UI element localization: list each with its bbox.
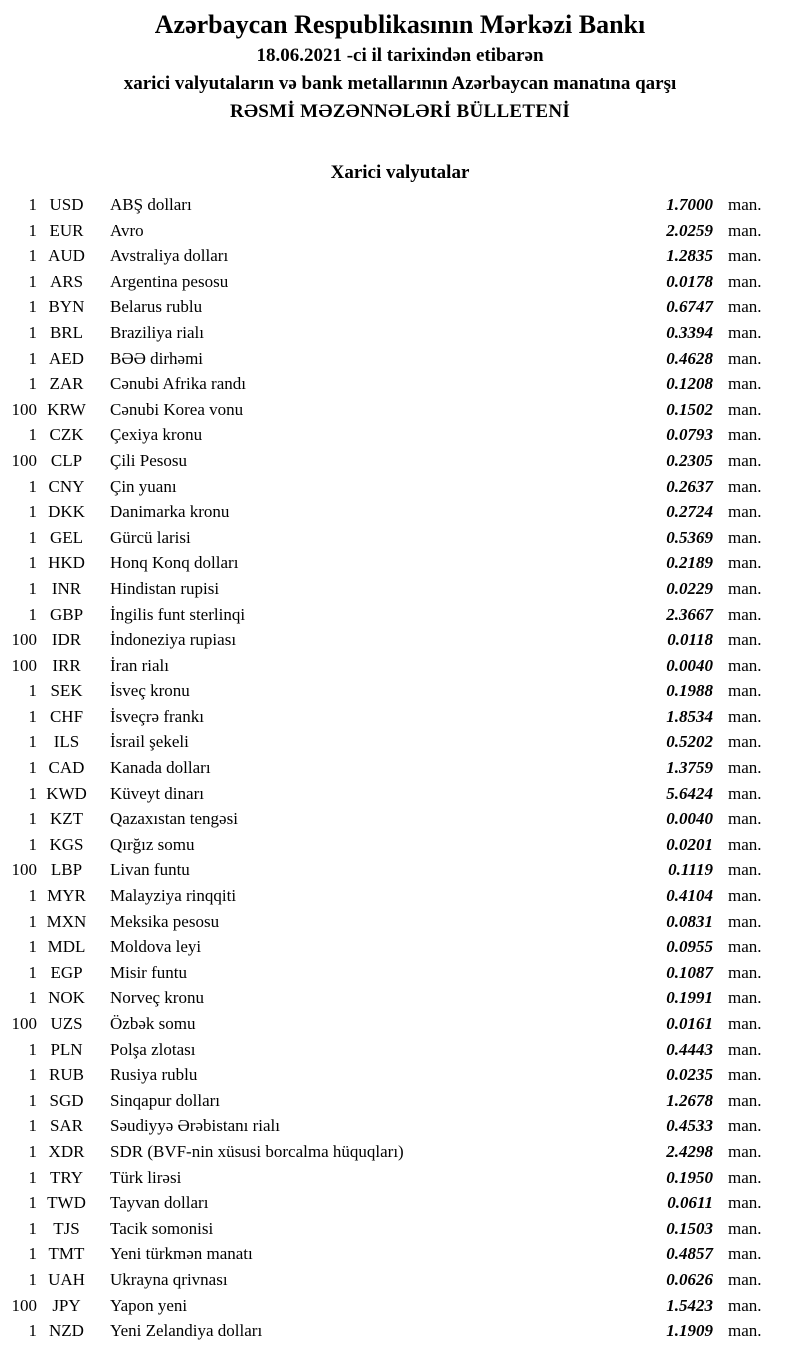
currency-rate: 0.0831 <box>666 911 713 931</box>
currency-quantity: 1 <box>28 604 37 624</box>
table-row <box>0 550 800 576</box>
currency-quantity: 1 <box>28 425 37 445</box>
currency-rate: 0.0235 <box>666 1065 713 1085</box>
currency-quantity: 1 <box>28 476 37 496</box>
currency-name: Moldova leyi <box>110 937 202 957</box>
currency-code: JPY <box>52 1295 81 1315</box>
table-row <box>0 1088 800 1114</box>
currency-rate: 0.4104 <box>666 886 713 906</box>
currency-code: XDR <box>48 1141 85 1161</box>
currency-name: Misir funtu <box>110 962 187 982</box>
currency-name: Polşa zlotası <box>110 1039 196 1059</box>
currency-unit: man. <box>728 1244 762 1264</box>
currency-unit: man. <box>728 988 762 1008</box>
currency-quantity: 1 <box>28 1193 37 1213</box>
currency-unit: man. <box>728 374 762 394</box>
currency-unit: man. <box>728 502 762 522</box>
currency-unit: man. <box>728 527 762 547</box>
currency-name: Sinqapur dolları <box>110 1090 221 1110</box>
currency-unit: man. <box>728 655 762 675</box>
table-row <box>0 960 800 986</box>
currency-rate: 0.1087 <box>666 962 713 982</box>
currency-code: MYR <box>47 886 86 906</box>
currency-unit: man. <box>728 271 762 291</box>
table-row <box>0 1293 800 1319</box>
table-row <box>0 320 800 346</box>
table-row <box>0 678 800 704</box>
currency-name: Cənubi Korea vonu <box>110 399 244 419</box>
currency-unit: man. <box>728 783 762 803</box>
currency-quantity: 1 <box>28 886 37 906</box>
currency-code: EUR <box>49 220 84 240</box>
currency-rate: 1.3759 <box>666 758 713 778</box>
currency-name: Meksika pesosu <box>110 911 220 931</box>
currency-quantity: 1 <box>28 809 37 829</box>
currency-unit: man. <box>728 476 762 496</box>
currency-quantity: 1 <box>28 502 37 522</box>
currency-unit: man. <box>728 937 762 957</box>
currency-code: GBP <box>49 604 84 624</box>
currency-unit: man. <box>728 1014 762 1033</box>
currency-quantity: 1 <box>28 1269 37 1289</box>
currency-quantity: 1 <box>28 348 37 368</box>
table-row <box>0 269 800 295</box>
currency-code: KWD <box>46 783 87 803</box>
currency-code: CNY <box>48 476 85 496</box>
currency-code: CAD <box>48 758 85 778</box>
currency-unit: man. <box>728 450 762 470</box>
table-row <box>0 627 800 653</box>
currency-code: CZK <box>49 425 84 445</box>
currency-rate: 0.1950 <box>666 1167 713 1187</box>
currency-code: TJS <box>53 1218 80 1238</box>
currency-name: Norveç kronu <box>110 988 204 1008</box>
currency-name: İsveç kronu <box>110 681 190 701</box>
table-row <box>0 397 800 423</box>
currency-name: Özbək somu <box>110 1014 196 1033</box>
table-row <box>0 1037 800 1063</box>
currency-name: BƏƏ dirhəmi <box>110 348 204 368</box>
currency-code: KZT <box>49 809 84 829</box>
table-row <box>0 755 800 781</box>
currency-name: İngilis funt sterlinqi <box>110 604 246 624</box>
currency-rate: 0.5369 <box>666 527 713 547</box>
currency-name: SDR (BVF-nin xüsusi borcalma hüquqları) <box>110 1141 404 1161</box>
currency-code: CLP <box>50 450 83 470</box>
currency-code: LBP <box>50 860 83 880</box>
table-row <box>0 602 800 628</box>
currency-name: Yeni türkmən manatı <box>110 1244 253 1264</box>
currency-name: Braziliya rialı <box>110 322 204 342</box>
table-row <box>0 1216 800 1242</box>
currency-rate: 2.4298 <box>666 1141 713 1161</box>
table-row <box>0 499 800 525</box>
currency-code: TRY <box>49 1167 84 1187</box>
currency-name: Tayvan dolları <box>110 1193 209 1213</box>
currency-rate: 0.1988 <box>666 681 713 701</box>
currency-code: DKK <box>48 502 85 522</box>
currency-unit: man. <box>728 1321 762 1341</box>
currency-code: UZS <box>50 1014 83 1033</box>
currency-quantity: 1 <box>28 527 37 547</box>
currency-code: TWD <box>47 1193 86 1213</box>
currency-name: Qırğız somu <box>110 834 195 854</box>
table-row <box>0 653 800 679</box>
currency-name: Qazaxıstan tengəsi <box>110 809 238 829</box>
currency-quantity: 100 <box>11 655 37 675</box>
currency-quantity: 1 <box>28 271 37 291</box>
currency-unit: man. <box>728 1116 762 1136</box>
currency-quantity: 100 <box>11 630 37 650</box>
table-row <box>0 1062 800 1088</box>
currency-code: MDL <box>47 937 86 957</box>
currency-quantity: 1 <box>28 553 37 573</box>
currency-name: Səudiyyə Ərəbistanı rialı <box>110 1116 280 1136</box>
currency-rate: 1.2835 <box>666 246 713 266</box>
table-row <box>0 448 800 474</box>
currency-rate: 0.1119 <box>668 860 713 880</box>
currency-code: RUB <box>49 1065 84 1085</box>
document-subtitle: xarici valyutaların və bank metallarının Azərbaycan manatına qarşı <box>123 73 677 94</box>
currency-unit: man. <box>728 604 762 624</box>
currency-quantity: 1 <box>28 1218 37 1238</box>
currency-unit: man. <box>728 348 762 368</box>
currency-name: Honq Konq dolları <box>110 553 239 573</box>
currency-rate: 0.2724 <box>666 502 713 522</box>
table-row <box>0 218 800 244</box>
currency-quantity: 1 <box>28 1116 37 1136</box>
currency-unit: man. <box>728 732 762 752</box>
currency-name: Kanada dolları <box>110 758 211 778</box>
currency-code: NOK <box>48 988 85 1008</box>
currency-rate: 1.5423 <box>666 1295 713 1315</box>
currency-code: ILS <box>53 732 80 752</box>
table-row <box>0 243 800 269</box>
table-row <box>0 525 800 551</box>
currency-rate: 0.4857 <box>666 1244 713 1264</box>
currency-name: Danimarka kronu <box>110 502 230 522</box>
currency-unit: man. <box>728 1141 762 1161</box>
currency-table <box>0 192 800 1344</box>
currency-unit: man. <box>728 1193 762 1213</box>
table-row <box>0 1267 800 1293</box>
currency-unit: man. <box>728 860 762 880</box>
currency-quantity: 100 <box>11 450 37 470</box>
currency-name: Livan funtu <box>110 860 190 880</box>
currency-rate: 1.2678 <box>666 1090 713 1110</box>
bulletin-title: RƏSMİ MƏZƏNNƏLƏRİ BÜLLETENİ <box>229 101 571 122</box>
currency-code: USD <box>49 195 84 214</box>
currency-quantity: 1 <box>28 195 37 214</box>
table-row <box>0 1318 800 1344</box>
currency-unit: man. <box>728 425 762 445</box>
currency-rate: 0.2637 <box>666 476 713 496</box>
currency-name: Yapon yeni <box>110 1295 188 1315</box>
currency-code: KGS <box>49 834 84 854</box>
currency-rate: 0.0178 <box>666 271 713 291</box>
currency-code: BYN <box>48 297 85 317</box>
currency-quantity: 1 <box>28 911 37 931</box>
currency-quantity: 1 <box>28 1065 37 1085</box>
currency-name: Avro <box>110 220 144 240</box>
table-row <box>0 1113 800 1139</box>
currency-unit: man. <box>728 706 762 726</box>
currency-quantity: 1 <box>28 758 37 778</box>
currency-unit: man. <box>728 553 762 573</box>
currency-unit: man. <box>728 1039 762 1059</box>
currency-quantity: 1 <box>28 322 37 342</box>
table-row <box>0 422 800 448</box>
currency-unit: man. <box>728 195 762 214</box>
currency-quantity: 1 <box>28 834 37 854</box>
currency-unit: man. <box>728 399 762 419</box>
currency-name: İsveçrə frankı <box>110 706 204 726</box>
currency-unit: man. <box>728 578 762 598</box>
currency-unit: man. <box>728 1269 762 1289</box>
currency-rate: 0.1991 <box>666 988 713 1008</box>
currency-unit: man. <box>728 1065 762 1085</box>
currency-rate: 0.3394 <box>666 322 713 342</box>
currency-rate: 1.1909 <box>666 1321 713 1341</box>
currency-name: Hindistan rupisi <box>110 578 220 598</box>
currency-quantity: 1 <box>28 732 37 752</box>
table-row <box>0 857 800 883</box>
table-row <box>0 806 800 832</box>
currency-code: INR <box>51 578 82 598</box>
currency-quantity: 1 <box>28 681 37 701</box>
currency-rate: 0.0955 <box>666 937 713 957</box>
currency-code: AED <box>49 348 84 368</box>
table-row <box>0 192 800 218</box>
currency-name: İsrail şekeli <box>110 732 189 752</box>
currency-rate: 0.0793 <box>666 425 713 445</box>
table-row <box>0 934 800 960</box>
currency-quantity: 1 <box>28 246 37 266</box>
currency-code: SGD <box>49 1090 84 1110</box>
currency-unit: man. <box>728 322 762 342</box>
currency-rate: 0.0626 <box>666 1269 713 1289</box>
currency-rate: 0.4443 <box>666 1039 713 1059</box>
currency-name: İran rialı <box>110 655 169 675</box>
currency-quantity: 1 <box>28 1244 37 1264</box>
currency-quantity: 100 <box>11 1295 37 1315</box>
currency-rate: 0.1503 <box>666 1218 713 1238</box>
currency-rate: 0.0611 <box>667 1193 713 1213</box>
currency-unit: man. <box>728 1090 762 1110</box>
currency-code: ARS <box>49 271 84 291</box>
currency-unit: man. <box>728 246 762 266</box>
table-row <box>0 1011 800 1037</box>
currency-rate: 0.6747 <box>666 297 713 317</box>
currency-rate: 2.3667 <box>666 604 713 624</box>
currency-name: Argentina pesosu <box>110 271 229 291</box>
currency-name: Yeni Zelandiya dolları <box>110 1321 263 1341</box>
currency-name: Türk lirəsi <box>110 1167 182 1187</box>
table-row <box>0 781 800 807</box>
currency-rate: 1.7000 <box>666 195 713 214</box>
currency-rate: 0.4533 <box>666 1116 713 1136</box>
currency-name: Çili Pesosu <box>110 450 187 470</box>
currency-code: AUD <box>48 246 85 266</box>
currency-quantity: 1 <box>28 1167 37 1187</box>
currency-name: İndoneziya rupiası <box>110 630 237 650</box>
currency-quantity: 1 <box>28 988 37 1008</box>
currency-rate: 0.5202 <box>666 732 713 752</box>
currency-name: Belarus rublu <box>110 297 203 317</box>
table-row <box>0 832 800 858</box>
currency-code: NZD <box>49 1321 84 1341</box>
currency-code: MXN <box>46 911 87 931</box>
table-row <box>0 1165 800 1191</box>
currency-unit: man. <box>728 962 762 982</box>
currency-quantity: 100 <box>11 860 37 880</box>
currency-name: Tacik somonisi <box>110 1218 214 1238</box>
currency-unit: man. <box>728 809 762 829</box>
table-row <box>0 909 800 935</box>
currency-name: Cənubi Afrika randı <box>110 374 246 394</box>
currency-unit: man. <box>728 911 762 931</box>
currency-code: EGP <box>50 962 83 982</box>
currency-unit: man. <box>728 1295 762 1315</box>
currency-name: Avstraliya dolları <box>110 246 229 266</box>
currency-rate: 0.0201 <box>666 834 713 854</box>
currency-rate: 0.0040 <box>666 655 713 675</box>
table-row <box>0 576 800 602</box>
document-header <box>0 0 800 126</box>
table-row <box>0 883 800 909</box>
table-row <box>0 1139 800 1165</box>
currency-quantity: 1 <box>28 1090 37 1110</box>
currency-code: IRR <box>52 655 81 675</box>
bank-title: Azərbaycan Respublikasının Mərkəzi Bankı <box>154 10 646 39</box>
currency-code: IDR <box>51 630 82 650</box>
table-row <box>0 1190 800 1216</box>
currency-quantity: 1 <box>28 962 37 982</box>
currency-name: Çexiya kronu <box>110 425 203 445</box>
currency-quantity: 1 <box>28 374 37 394</box>
currency-code: KRW <box>47 399 86 419</box>
currency-code: SEK <box>50 681 83 701</box>
currency-code: TMT <box>48 1244 85 1264</box>
currency-unit: man. <box>728 834 762 854</box>
currency-name: Çin yuanı <box>110 476 177 496</box>
currency-unit: man. <box>728 297 762 317</box>
currency-name: Küveyt dinarı <box>110 783 204 803</box>
currency-code: CHF <box>49 706 84 726</box>
currency-unit: man. <box>728 630 762 650</box>
currency-quantity: 100 <box>11 1014 37 1033</box>
currency-rate: 0.0118 <box>667 630 713 650</box>
currency-code: UAH <box>48 1269 85 1289</box>
currency-rate: 0.0229 <box>666 578 713 598</box>
currency-rate: 5.6424 <box>666 783 713 803</box>
currency-rate: 0.0040 <box>666 809 713 829</box>
currency-name: Ukrayna qrivnası <box>110 1269 228 1289</box>
currency-unit: man. <box>728 1167 762 1187</box>
currency-quantity: 100 <box>11 399 37 419</box>
currency-rate: 2.0259 <box>666 220 713 240</box>
currency-quantity: 1 <box>28 297 37 317</box>
currency-quantity: 1 <box>28 1321 37 1341</box>
currency-quantity: 1 <box>28 706 37 726</box>
currency-rate: 0.1502 <box>666 399 713 419</box>
currency-unit: man. <box>728 758 762 778</box>
currency-name: Rusiya rublu <box>110 1065 198 1085</box>
table-row <box>0 985 800 1011</box>
currency-quantity: 1 <box>28 578 37 598</box>
table-row <box>0 371 800 397</box>
currency-code: HKD <box>48 553 85 573</box>
table-row <box>0 346 800 372</box>
currency-quantity: 1 <box>28 1039 37 1059</box>
table-row <box>0 729 800 755</box>
currency-code: BRL <box>49 322 84 342</box>
currency-rate: 0.1208 <box>666 374 713 394</box>
table-row <box>0 704 800 730</box>
currency-unit: man. <box>728 886 762 906</box>
section-title-foreign-currencies: Xarici valyutalar <box>330 162 470 183</box>
currency-name: Malayziya rinqqiti <box>110 886 237 906</box>
currency-rate: 0.0161 <box>666 1014 713 1033</box>
currency-code: ZAR <box>49 374 84 394</box>
currency-code: PLN <box>50 1039 83 1059</box>
table-row <box>0 474 800 500</box>
table-row <box>0 294 800 320</box>
currency-unit: man. <box>728 1218 762 1238</box>
currency-rate: 0.2189 <box>666 553 713 573</box>
effective-date-line: 18.06.2021 -ci il tarixindən etibarən <box>256 45 544 66</box>
currency-quantity: 1 <box>28 937 37 957</box>
currency-code: SAR <box>49 1116 84 1136</box>
currency-rate: 1.8534 <box>666 706 713 726</box>
currency-unit: man. <box>728 681 762 701</box>
currency-name: Gürcü larisi <box>110 527 191 547</box>
table-row <box>0 1241 800 1267</box>
currency-unit: man. <box>728 220 762 240</box>
currency-quantity: 1 <box>28 220 37 240</box>
currency-name: ABŞ dolları <box>110 195 192 214</box>
currency-code: GEL <box>49 527 84 547</box>
currency-rate: 0.4628 <box>666 348 713 368</box>
currency-quantity: 1 <box>28 783 37 803</box>
currency-rate: 0.2305 <box>666 450 713 470</box>
currency-quantity: 1 <box>28 1141 37 1161</box>
